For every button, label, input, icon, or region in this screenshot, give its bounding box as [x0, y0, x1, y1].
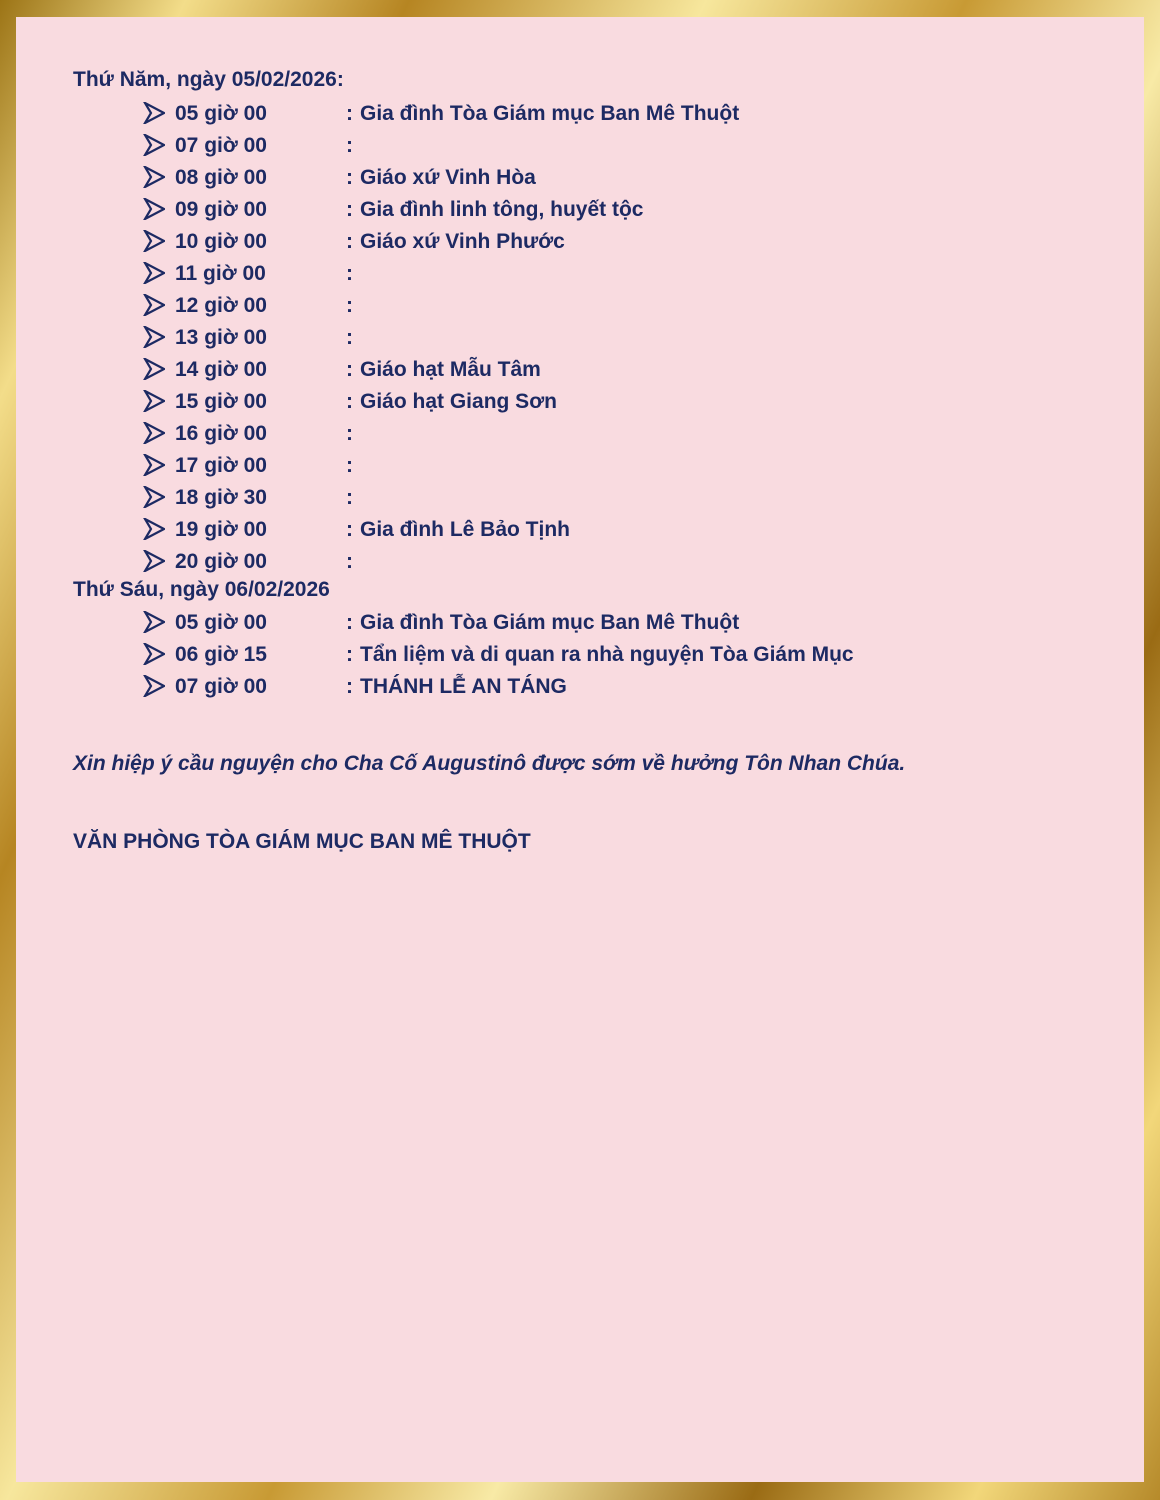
schedule-time: 07 giờ 00 — [175, 134, 267, 157]
arrowhead-bullet-icon — [143, 294, 165, 316]
separator-colon: : — [346, 486, 353, 509]
arrowhead-bullet-icon — [143, 358, 165, 380]
schedule-event: Gia đình Tòa Giám mục Ban Mê Thuột — [360, 611, 740, 634]
schedule-time: 08 giờ 00 — [175, 166, 267, 189]
schedule-time: 10 giờ 00 — [175, 230, 267, 253]
schedule-event: Giáo xứ Vinh Hòa — [360, 166, 536, 189]
arrowhead-bullet-icon — [143, 230, 165, 252]
schedule-event: Gia đình Tòa Giám mục Ban Mê Thuột — [360, 102, 740, 125]
schedule-time: 09 giờ 00 — [175, 198, 267, 221]
paper-panel — [16, 17, 1144, 1482]
day-heading-friday: Thứ Sáu, ngày 06/02/2026 — [73, 578, 330, 601]
separator-colon: : — [346, 390, 353, 413]
schedule-time: 05 giờ 00 — [175, 611, 267, 634]
schedule-event: Gia đình Lê Bảo Tịnh — [360, 518, 570, 541]
schedule-time: 12 giờ 00 — [175, 294, 267, 317]
separator-colon: : — [346, 454, 353, 477]
separator-colon: : — [346, 550, 353, 573]
schedule-event: THÁNH LỄ AN TÁNG — [360, 675, 567, 698]
separator-colon: : — [346, 518, 353, 541]
schedule-event: Giáo xứ Vinh Phước — [360, 230, 565, 253]
schedule-time: 05 giờ 00 — [175, 102, 267, 125]
separator-colon: : — [346, 262, 353, 285]
office-signature: VĂN PHÒNG TÒA GIÁM MỤC BAN MÊ THUỘT — [73, 830, 531, 853]
schedule-event: Gia đình linh tông, huyết tộc — [360, 198, 644, 221]
separator-colon: : — [346, 230, 353, 253]
arrowhead-bullet-icon — [143, 262, 165, 284]
arrowhead-bullet-icon — [143, 390, 165, 412]
schedule-time: 19 giờ 00 — [175, 518, 267, 541]
separator-colon: : — [346, 422, 353, 445]
separator-colon: : — [346, 326, 353, 349]
separator-colon: : — [346, 198, 353, 221]
schedule-event: Giáo hạt Mẫu Tâm — [360, 358, 541, 381]
day-heading-thursday: Thứ Năm, ngày 05/02/2026: — [73, 68, 344, 91]
arrowhead-bullet-icon — [143, 454, 165, 476]
arrowhead-bullet-icon — [143, 643, 165, 665]
arrowhead-bullet-icon — [143, 166, 165, 188]
schedule-time: 15 giờ 00 — [175, 390, 267, 413]
arrowhead-bullet-icon — [143, 518, 165, 540]
schedule-time: 06 giờ 15 — [175, 643, 267, 666]
separator-colon: : — [346, 675, 353, 698]
separator-colon: : — [346, 134, 353, 157]
arrowhead-bullet-icon — [143, 550, 165, 572]
arrowhead-bullet-icon — [143, 134, 165, 156]
schedule-time: 14 giờ 00 — [175, 358, 267, 381]
arrowhead-bullet-icon — [143, 198, 165, 220]
schedule-time: 16 giờ 00 — [175, 422, 267, 445]
separator-colon: : — [346, 358, 353, 381]
separator-colon: : — [346, 102, 353, 125]
schedule-time: 18 giờ 30 — [175, 486, 267, 509]
arrowhead-bullet-icon — [143, 422, 165, 444]
schedule-event: Giáo hạt Giang Sơn — [360, 390, 557, 413]
schedule-time: 20 giờ 00 — [175, 550, 267, 573]
schedule-time: 17 giờ 00 — [175, 454, 267, 477]
schedule-event: Tẩn liệm và di quan ra nhà nguyện Tòa Giám Mục — [360, 643, 854, 666]
schedule-time: 07 giờ 00 — [175, 675, 267, 698]
separator-colon: : — [346, 643, 353, 666]
separator-colon: : — [346, 611, 353, 634]
schedule-document — [16, 17, 1144, 1482]
prayer-request-text: Xin hiệp ý cầu nguyện cho Cha Cố Augustinô được sớm về hưởng Tôn Nhan Chúa. — [73, 752, 906, 775]
schedule-time: 11 giờ 00 — [175, 262, 266, 285]
arrowhead-bullet-icon — [143, 675, 165, 697]
arrowhead-bullet-icon — [143, 486, 165, 508]
separator-colon: : — [346, 166, 353, 189]
schedule-time: 13 giờ 00 — [175, 326, 267, 349]
arrowhead-bullet-icon — [143, 102, 165, 124]
arrowhead-bullet-icon — [143, 611, 165, 633]
arrowhead-bullet-icon — [143, 326, 165, 348]
separator-colon: : — [346, 294, 353, 317]
